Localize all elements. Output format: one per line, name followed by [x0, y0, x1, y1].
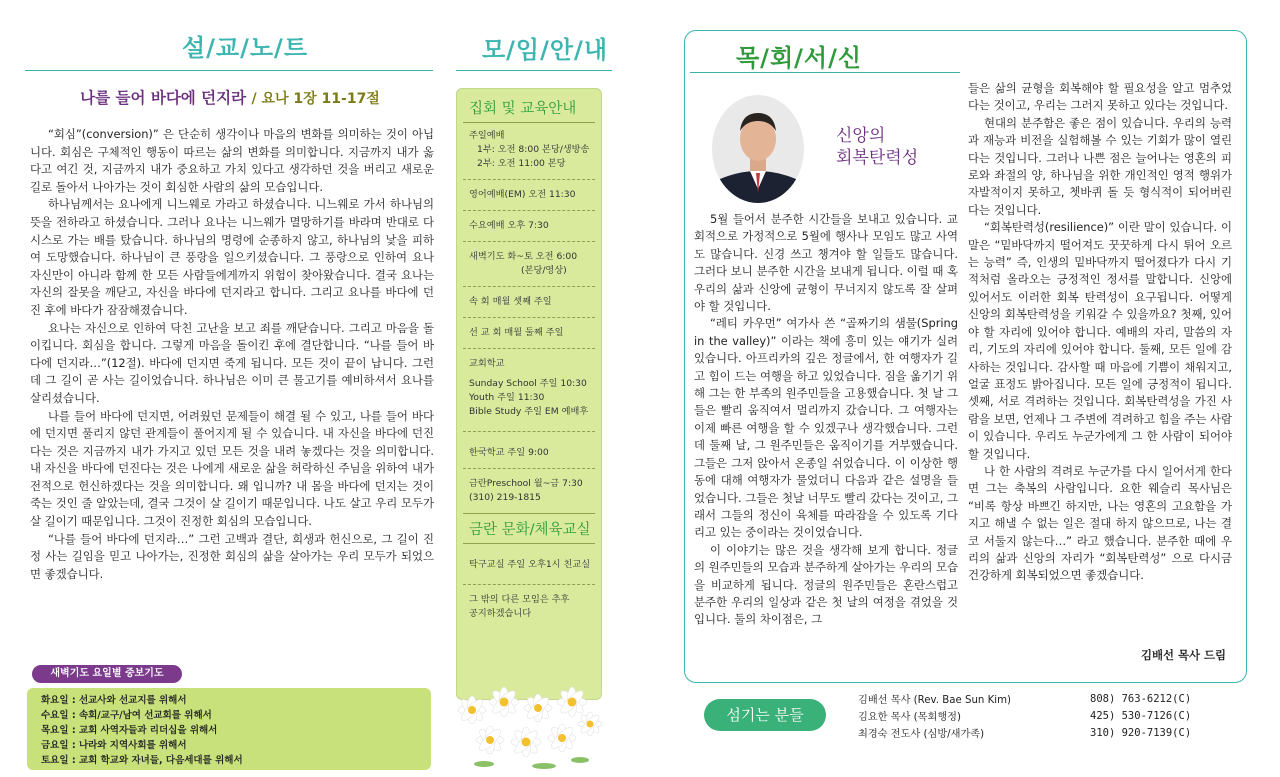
staff-phone: 425) 530-7126(C): [1090, 709, 1192, 722]
dawn-prayer: 새벽기도 화~토 오전 6:00: [469, 251, 578, 262]
pingpong-class: 탁구교실 주일 오후1시 친교실: [469, 559, 591, 570]
bible-study: Bible Study 주일 EM 예배후: [469, 406, 589, 417]
sunday-service-2: 2부: 오전 11:00 본당: [477, 158, 566, 169]
paragraph: 나를 들어 바다에 던지면, 어려웠던 문제들이 해결 될 수 있고, 나를 들어 바다에 던지면 풀리지 않던 관계들이 풀어지게 될 수 있습니다. 내 자신을 바다에 던진다는 것은 지금까지 내가 가지고 있던 모든 것을 내려 놓겠다는 것을 의미합니다. 내 자신을 바다에 던진다는 것은 나에게 새로운 삶을 허락하신 주님을 위하여 내가전적으로 헌신하겠다는 것을 의미합니다. 왜 입니까? 내 몸을 바다에 던지는 것이 죽는 것인 줄 알았는데, 결국 그것이 살 길이기 때문입니다. 나도 살고 우리 모두가 살 길이기 때문입니다. 그것이 진정한 회심의 모습입니다.: [30, 408, 434, 529]
divider: [463, 431, 595, 432]
sunday-service-1: 1부: 오전 8:00 본당/생방송: [477, 144, 590, 155]
divider: [463, 210, 595, 211]
divider: [463, 317, 595, 318]
table-row: [858, 724, 1240, 741]
staff-name: 최경숙 전도사 (심방/새가족): [858, 729, 985, 740]
divider: [463, 348, 595, 349]
list-item: 화요일 : 선교사와 선교지를 위해서: [41, 695, 187, 706]
paragraph: 들은 삶의 균형을 회복해야 할 필요성을 알고 멈추었다는 것이고, 우리는 그러지 못하고 있다는 것입니다.: [968, 81, 1232, 113]
paragraph: 5월 들어서 분주한 시간들을 보내고 있습니다. 교회적으로 가정적으로 5월에 행사나 모임도 많고 사역도 많습니다. 신경 쓰고 챙겨야 할 일들도 많습니다. 그러다 보니 분주한 시간을 보내게 됩니다. 이럴 때 혹 우리의 삶과 신앙에 균형이 무너지지 않도록 잘 살펴야 할 것입니다.: [694, 212, 958, 314]
sermon-body: [30, 126, 434, 583]
staff-name: 김배선 목사 (Rev. Bae Sun Kim): [858, 695, 1012, 706]
section-heading: 금란 문화/체육교실: [469, 522, 591, 538]
prayer-list: [27, 688, 431, 768]
paragraph: “회복탄력성(resilience)” 이란 말이 있습니다. 이 말은 “밑바닥까지 떨어져도 꿋꿋하게 다시 튀어 오르는 능력” 즉, 인생의 밑바닥까지 떨어졌다가 다시 기적처럼 올라오는 긍정적인 정서를 말합니다. 신앙에 있어서도 이러한 회복 탄력성이 요구됩니다. 어떻게 신앙의 회복탄력성을 키워갈 수 있을까요? 첫째, 있어야 할 자리에 있어야 합니다. 예배의 자리, 말씀의 자리, 기도의 자리에 있어야 합니다. 둘째, 모든 일에 감사하는 것입니다. 감사할 때 마음에 기쁨이 채워지고, 얼굴 표정도 밝아집니다. 모든 일에 긍정적이 됩니다. 셋째, 서로 격려하는 것입니다. 회복탄력성을 가진 사람을 보면, 언제나 그 주변에 격려하고 힘을 주는 사람이 있습니다. 우리도 누군가에게 그 한 사람이 되어야 할 것입니다.: [968, 220, 1232, 461]
sermon-note-title: 설/교/노/트: [181, 34, 309, 62]
letter-column-2: [968, 80, 1232, 585]
english-service: 영어예배(EM) 오전 11:30: [469, 189, 576, 200]
paragraph: “나를 들어 바다에 던지라…” 그런 고백과 결단, 희생과 헌신으로, 그 길이 진정 사는 길임을 믿고 나아가는, 진정한 회심의 삶을 살아가는 우리 모두가 되었으면 좋겠습니다.: [30, 531, 434, 581]
letter-column-1: [694, 211, 958, 629]
pastor-photo: [710, 93, 806, 205]
list-item: 수요일 : 속회/교구/남여 선교회를 위해서: [41, 710, 212, 721]
pastor-letter-title: 목/회/서/신: [736, 44, 863, 72]
divider: [463, 543, 595, 544]
divider: [463, 513, 595, 514]
paragraph: 이 이야기는 많은 것을 생각해 보게 합니다. 정글의 원주민들의 모습과 분주하게 살아가는 우리의 모습을 비교하게 됩니다. 정글의 원주민들은 혼란스럽고 분주한 우리의 일상과 같은 첫 날의 여정을 겪었을 것입니다. 둘의 차이점은, 그: [694, 542, 958, 627]
youth: Youth 주일 11:30: [469, 392, 545, 403]
paragraph: “레티 카우먼” 여가사 쓴 “골짜기의 샘물(Spring in the valley)” 이라는 책에 흥미 있는 얘기가 실려 있습니다. 아프리카의 깊은 정글에서, 한 여행자가 길고 힘이 드는 여행을 하고 있었습니다. 짐을 옮기기 위해 그는 한 부족의 원주민들을 고용했습니다. 첫 날 그들은 빨리 움직여서 멀리까지 갔습니다. 그 여행자는 이제 빠른 여행을 할 수 있겠구나 생각했습니다. 그런데 둘째 날, 그 원주민들은 움직이기를 거부했습니다. 그들은 그저 앉아서 온종일 쉬었습니다. 이 이상한 행동에 대해 여행자가 물었더니 다음과 같은 설명을 들었습니다. 그들은 첫날 너무도 빨리 갔다는 것이고, 그래서 그들의 정신이 육체를 따라잡을 수 있도록 기다리고 있는 중이라는 것이었습니다.: [694, 316, 958, 540]
paragraph: “회심”(conversion)” 은 단순히 생각이나 마음의 변화를 의미하는 것이 아닙니다. 회심은 구체적인 행동이 따르는 삶의 변화를 의미합니다. 지금까지 내가 옳다고 여긴 것, 지금까지 내가 중요하고 가치 있다고 생각하던 것을 버리고 새로운 길로 돌아서 나아가는 것이 회심한 사람의 삶의 모습입니다.: [30, 127, 434, 194]
sunday-school: Sunday School 주일 10:30: [469, 378, 587, 389]
pastor-letter-heading: [836, 125, 956, 169]
meeting-panel: [456, 88, 602, 700]
heading-line: 회복탄력성: [836, 148, 919, 168]
divider: [463, 122, 595, 123]
divider: [463, 468, 595, 469]
staff-phone: 808) 763-6212(C): [1090, 692, 1192, 705]
divider: [463, 584, 595, 585]
section-heading: 집회 및 교육안내: [469, 101, 577, 117]
paragraph: 요나는 자신으로 인하여 닥친 고난을 보고 죄를 깨닫습니다. 그리고 마음을 돌이킵니다. 회심을 합니다. 그렇게 마음을 돌이킨 후에 결단합니다. “나를 들어 바다에 던지라…”(12절). 바다에 던지면 죽게 됩니다. 모든 것이 끝이 납니다. 그런데 그 길이 곧 사는 길이었습니다. 하나님은 이미 큰 물고기를 예비하셔서 요나를 살리셨습니다.: [30, 320, 434, 405]
scripture-reference: / 요나 1장 11-17절: [251, 91, 380, 107]
paragraph: 나 한 사람의 격려로 누군가를 다시 일어서게 한다면 그는 축복의 사람입니다. 요한 웨슬리 목사님은 “비록 항상 바쁘긴 하지만, 나는 영혼의 고요함을 가지고 해낼 수 없는 일은 절대 하지 않으므로, 나는 결코 서둘지 않는다…” 라고 했습니다. 분주한 때에 우리의 삶과 신앙의 자리가 “회복탄력성” 으로 다시금 건강하게 회복되었으면 좋겠습니다.: [968, 463, 1232, 583]
divider: [690, 72, 960, 73]
signature: 김배선 목사 드림: [1141, 648, 1226, 662]
table-row: [858, 707, 1240, 724]
cell-meeting: 속 회 매월 셋째 주일: [469, 296, 552, 307]
sunday-label: 주일예배: [469, 130, 505, 141]
wednesday-service: 수요예배 오후 7:30: [469, 220, 549, 231]
preschool-phone: (310) 219-1815: [469, 492, 541, 503]
divider: [456, 70, 612, 71]
staff-phone: 310) 920-7139(C): [1090, 726, 1192, 739]
divider: [463, 241, 595, 242]
mission-meeting: 선 교 회 매월 둘째 주일: [469, 327, 564, 338]
list-item: 금요일 : 나라와 지역사회를 위해서: [41, 740, 187, 751]
prayer-box: [27, 688, 431, 770]
sermon-title: 나를 들어 바다에 던지라: [80, 89, 247, 107]
divider: [463, 179, 595, 180]
staff-table: [858, 690, 1240, 741]
notice: 그 밖의 다른 모임은 추후: [469, 594, 570, 605]
flowers-illustration: [456, 680, 604, 776]
divider: [463, 286, 595, 287]
divider: [25, 70, 433, 71]
prayer-badge: 새벽기도 요일별 중보기도: [32, 665, 182, 683]
notice: 공지하겠습니다: [469, 608, 532, 619]
list-item: 토요일 : 교회 학교와 자녀들, 다음세대를 위해서: [41, 755, 243, 766]
paragraph: 하나님께서는 요나에게 니느웨로 가라고 하셨습니다. 니느웨로 가서 하나님의 뜻을 전하라고 하셨습니다. 그러나 요나는 니느웨가 멸망하기를 바라며 반대로 다시스로 가는 배를 탔습니다. 하나님의 명령에 순종하지 않고, 하나님의 낯을 피하여 도망했습니다. 하나님이 큰 풍랑을 일으키셨습니다. 그 풍랑으로 인하여 요나 자신만이 아니라 함께 한 모든 사람들에게까지 위험이 찾아왔습니다. 결국 요나는 자신의 잘못을 깨닫고, 자신을 바다에 던지라고 합니다. 그리고 요나를 바다에 던진 후에 바다가 잠잠해졌습니다.: [30, 197, 434, 317]
table-row: [858, 690, 1240, 707]
heading-line: 신앙의: [836, 126, 886, 146]
staff-name: 김요한 목사 (목회행정): [858, 712, 961, 723]
school-label: 교회학교: [469, 358, 505, 369]
staff-label: 섬기는 분들: [704, 699, 826, 731]
meeting-guide-title: 모/임/안/내: [481, 36, 609, 64]
sermon-heading: [30, 86, 430, 108]
paragraph: 현대의 분주함은 좋은 점이 있습니다. 우리의 능력과 재능과 비전을 실험해볼 수 있는 기회가 많이 열린다는 것입니다. 그러나 나쁜 점은 늘어나는 영혼의 피로와 좌절의 양, 하나님을 위한 개인적인 영적 행위가 자발적이지 못하고, 쳇바퀴 돌 듯 형식적이 되어버린다는 것입니다.: [968, 115, 1232, 217]
list-item: 목요일 : 교회 사역자들과 리더십을 위해서: [41, 725, 218, 736]
korean-school: 한국학교 주일 9:00: [469, 447, 549, 458]
preschool: 금란Preschool 월~금 7:30: [469, 478, 583, 489]
dawn-prayer-location: (본당/영상): [521, 265, 567, 276]
